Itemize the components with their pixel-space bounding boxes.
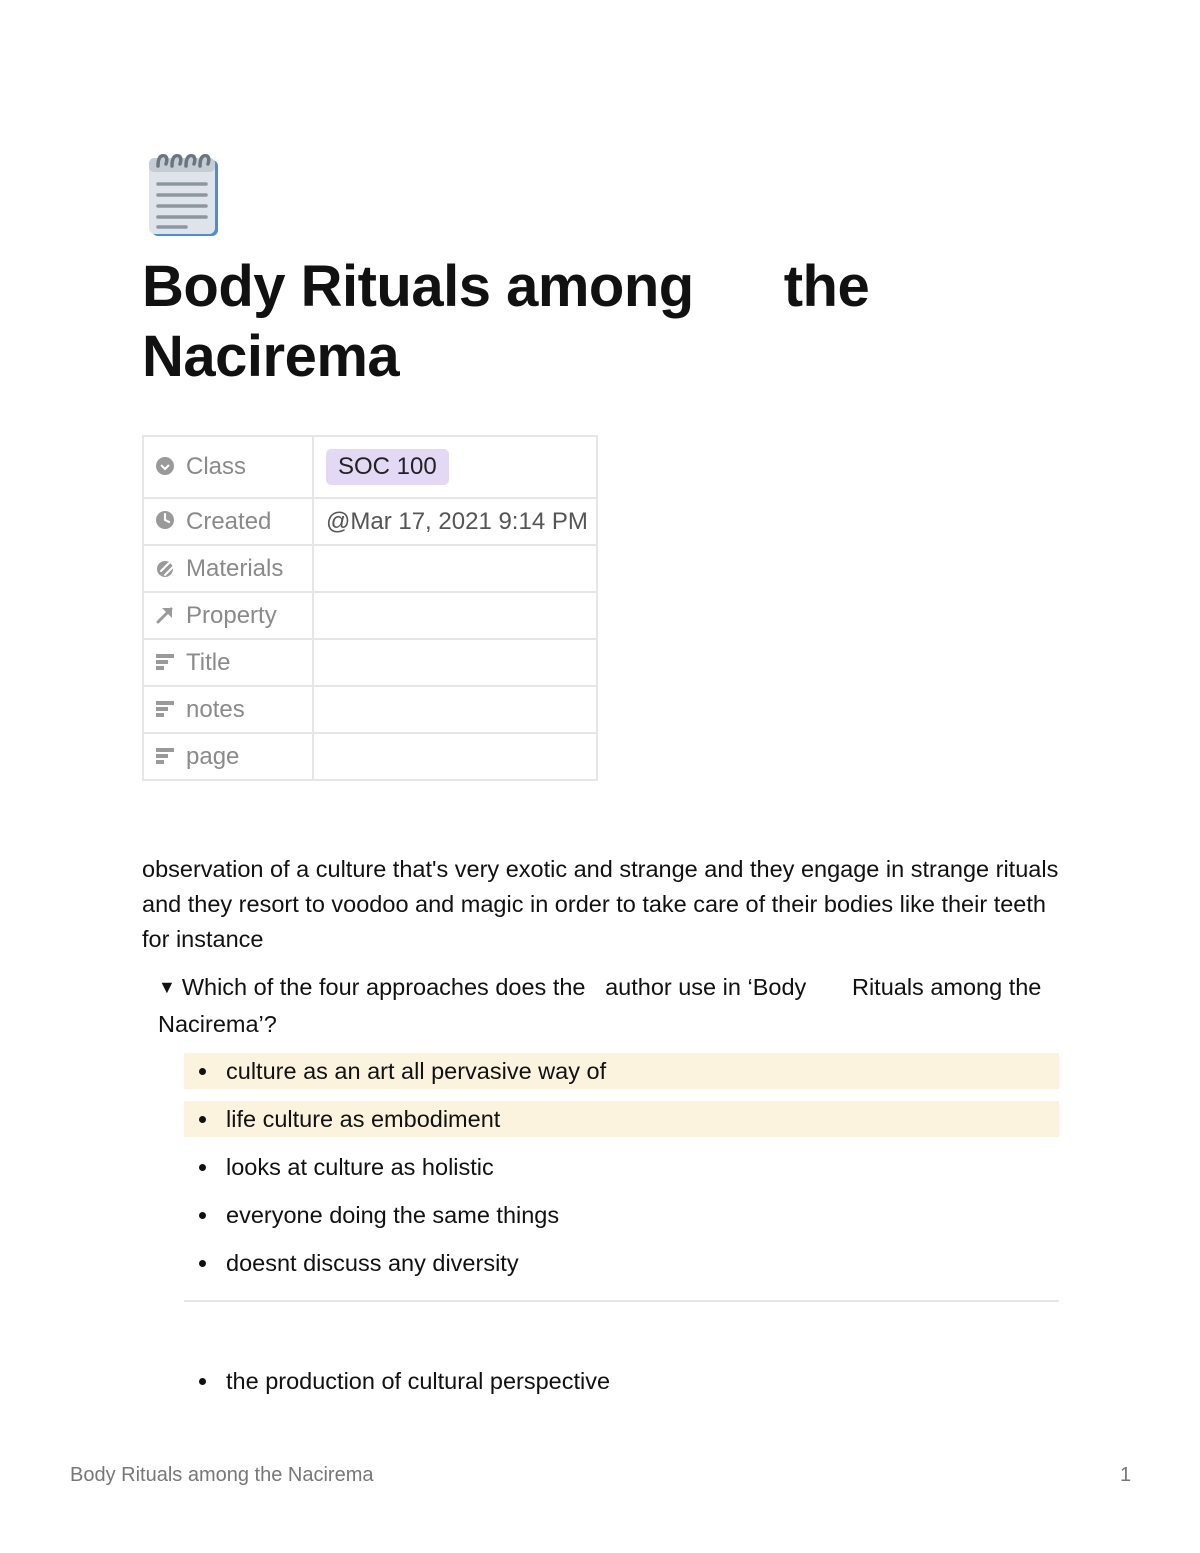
divider <box>184 1300 1059 1302</box>
page-title-part-1: Body Rituals among <box>142 254 694 319</box>
text-lines-icon <box>154 697 176 719</box>
property-value-cell[interactable] <box>313 545 597 592</box>
property-label-cell <box>143 686 313 733</box>
class-tag[interactable]: SOC 100 <box>326 449 449 485</box>
property-label-cell <box>143 592 313 639</box>
paperclip-icon <box>154 556 176 578</box>
list-item: everyone doing the same things <box>184 1197 1059 1233</box>
property-label: Created <box>186 507 272 535</box>
property-label-cell <box>143 639 313 686</box>
property-value-cell[interactable] <box>313 733 597 780</box>
clock-icon <box>154 509 176 531</box>
property-label: page <box>186 742 240 770</box>
list-item: culture as an art all pervasive way of <box>184 1053 1059 1089</box>
list-item: doesnt discuss any diversity <box>184 1245 1059 1281</box>
property-row-page[interactable] <box>143 733 597 780</box>
property-label: Materials <box>186 554 284 582</box>
property-value-cell[interactable] <box>313 686 597 733</box>
page-title-part-2: the <box>783 254 870 319</box>
footer-page-number: 1 <box>1120 1464 1132 1486</box>
property-value-cell[interactable] <box>313 592 597 639</box>
list-item: the production of cultural perspective <box>184 1363 1059 1399</box>
body-paragraph: observation of a culture that's very exotic and strange and they engage in strange rituals and they resort to voodoo and magic in order to take care of their bodies like their teeth for instance <box>142 856 1059 952</box>
text-lines-icon <box>154 650 176 672</box>
property-value-cell[interactable] <box>313 639 597 686</box>
property-row-class[interactable] <box>143 436 597 498</box>
text-lines-icon <box>154 744 176 766</box>
toggle-arrow-icon[interactable]: ▼ <box>158 977 176 997</box>
footer-title: Body Rituals among the Nacirema <box>70 1464 374 1486</box>
property-row-title[interactable] <box>143 639 597 686</box>
circle-select-icon <box>154 455 176 477</box>
property-label: notes <box>186 695 245 723</box>
property-label: Title <box>186 648 231 676</box>
list-item: life culture as embodiment <box>184 1101 1059 1137</box>
properties-table <box>142 435 598 781</box>
property-row-created[interactable] <box>143 498 597 545</box>
property-label-cell <box>143 545 313 592</box>
page-title-part-3: Nacirema <box>142 324 400 389</box>
property-label-cell <box>143 733 313 780</box>
toggle-block[interactable] <box>158 970 1063 1042</box>
property-label: Class <box>186 453 247 480</box>
created-date-value: @Mar 17, 2021 9:14 PM <box>326 507 588 535</box>
property-value-cell[interactable] <box>313 436 597 498</box>
property-label: Property <box>186 601 277 629</box>
property-label-cell <box>143 498 313 545</box>
notepad-icon <box>146 150 222 240</box>
property-row-materials[interactable] <box>143 545 597 592</box>
bullet-list-after-divider <box>184 1363 1059 1411</box>
arrow-up-right-icon <box>154 603 176 625</box>
list-item: looks at culture as holistic <box>184 1149 1059 1185</box>
page-title <box>142 252 962 392</box>
property-label-cell <box>143 436 313 498</box>
toggle-question: Which of the four approaches does the author use in ‘Body Rituals among the Nacirema’? <box>158 974 1048 1037</box>
bullet-list <box>184 1053 1059 1293</box>
property-value-cell[interactable] <box>313 498 597 545</box>
property-row-property[interactable] <box>143 592 597 639</box>
property-row-notes[interactable] <box>143 686 597 733</box>
